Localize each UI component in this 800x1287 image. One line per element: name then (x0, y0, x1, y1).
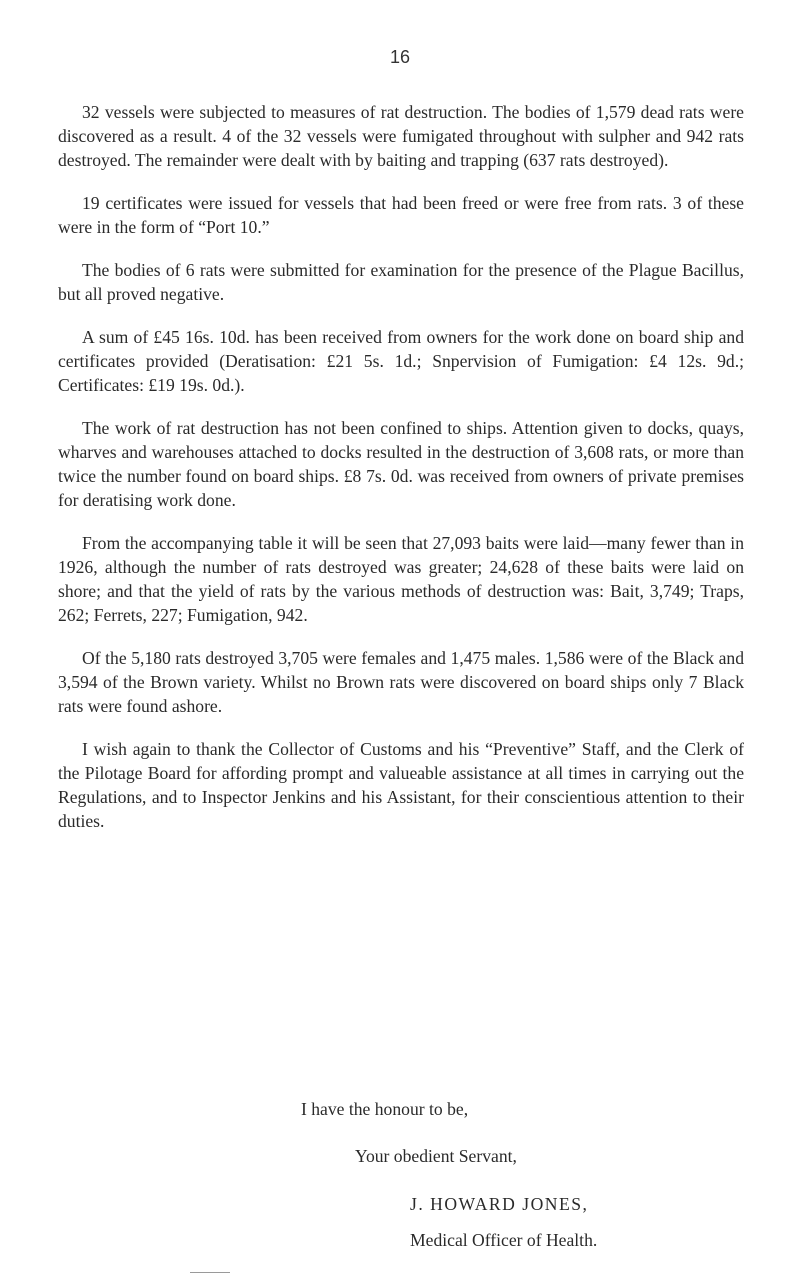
signature-title: Medical Officer of Health. (410, 1230, 598, 1250)
closing-honour: I have the honour to be, (301, 1099, 469, 1119)
letter-body (58, 100, 744, 852)
signature-name: J. HOWARD JONES, (410, 1194, 589, 1214)
paragraph-fees-received: A sum of £45 16s. 10d. has been received from owners for the work done on board ship and certificates provided (Deratisation: £21 5s. 1d.; Snpervision of Fumigation: £4 12s. 9d.; Certificates: £19 19s. 0d.). (58, 327, 744, 395)
closing-servant: Your obedient Servant, (355, 1146, 517, 1166)
paragraph-certificates: 19 certificates were issued for vessels that had been freed or were free from rats. 3 of these were in the form of “Port 10.” (58, 193, 744, 237)
paragraph-acknowledgements: I wish again to thank the Collector of Customs and his “Preventive” Staff, and the Clerk of the Pilotage Board for affording prompt and valueable assistance at all times in carrying out the Regulations, and to Inspector Jenkins and his Assistant, for their conscientious attention to their duties. (58, 739, 744, 831)
paragraph-rat-varieties: Of the 5,180 rats destroyed 3,705 were females and 1,475 males. 1,586 were of the Black and 3,594 of the Brown variety. Whilst no Brown rats were discovered on board ships only 7 Black rats were found ashore. (58, 648, 744, 716)
stray-mark (190, 1272, 230, 1273)
paragraph-plague-examination: The bodies of 6 rats were submitted for examination for the presence of the Plague Bacillus, but all proved negative. (58, 260, 744, 304)
paragraph-baits-table: From the accompanying table it will be seen that 27,093 baits were laid—many fewer than in 1926, although the number of rats destroyed was greater; 24,628 of these baits were laid on shore; and that the yield of rats by the various methods of destruction was: Bait, 3,749; Traps, 262; Ferrets, 227; Fumigation, 942. (58, 533, 744, 625)
paragraph-rat-destruction-vessels: 32 vessels were subjected to measures of rat destruction. The bodies of 1,579 dead rats were discovered as a result. 4 of the 32 vessels were fumigated throughout with sulpher and 942 rats destroyed. The remainder were dealt with by baiting and trapping (637 rats destroyed). (58, 102, 744, 170)
paragraph-docks-destruction: The work of rat destruction has not been confined to ships. Attention given to docks, quays, wharves and warehouses attached to docks resulted in the destruction of 3,608 rats, or more than twice the number found on board ships. £8 7s. 0d. was received from owners of private premises for deratising work done. (58, 418, 744, 510)
page-number: 16 (389, 47, 411, 67)
